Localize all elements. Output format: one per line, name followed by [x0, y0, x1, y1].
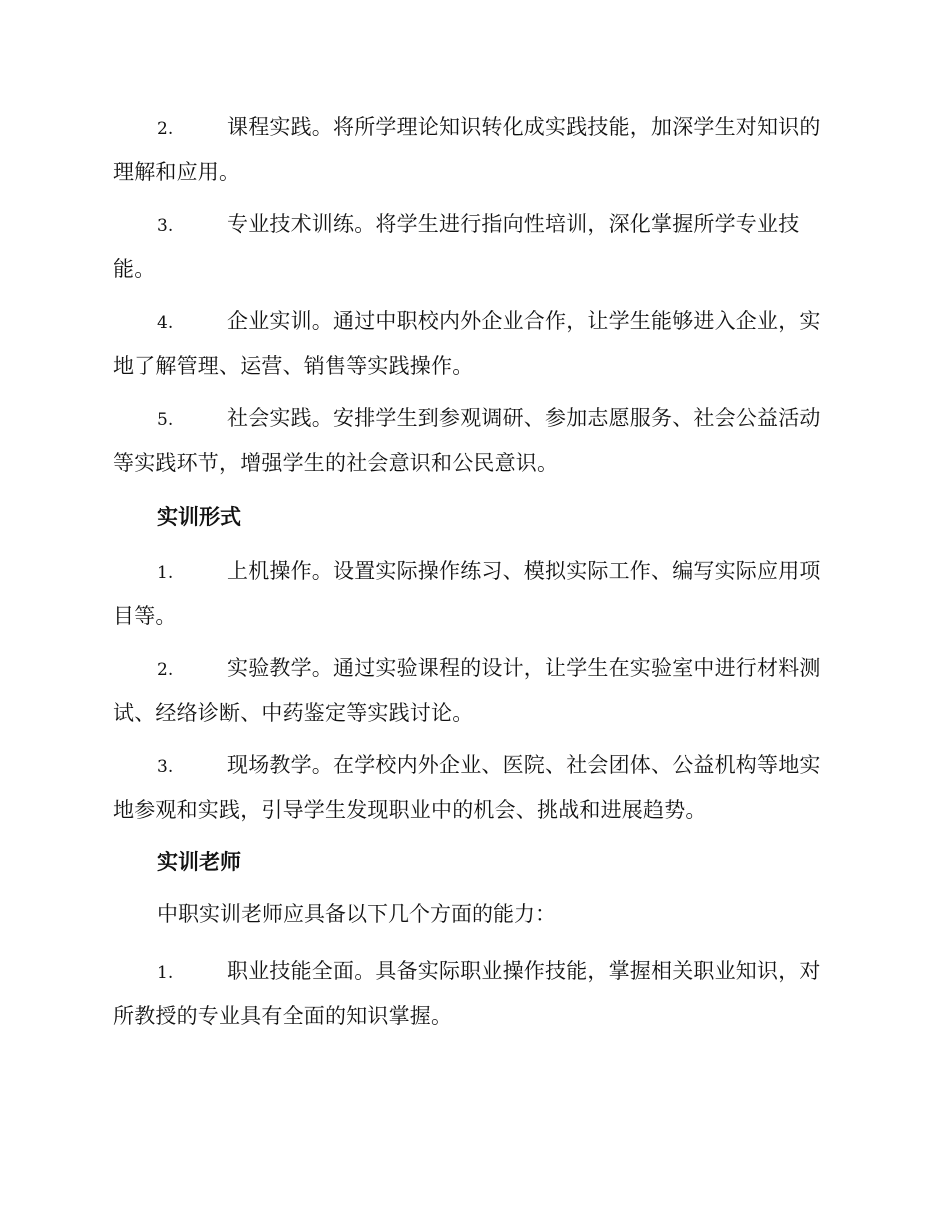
list-text: 现场教学。在学校内外企业、医院、社会团体、公益机构等地实	[227, 753, 821, 777]
list-number: 5.	[157, 410, 174, 430]
list-text-continuation: 等实践环节，增强学生的社会意识和公民意识。	[113, 451, 559, 475]
list-number: 1.	[157, 563, 174, 583]
list-item	[113, 744, 835, 832]
list-item	[113, 550, 835, 638]
list-text-continuation: 地参观和实践，引导学生发现职业中的机会、挑战和进展趋势。	[113, 798, 707, 822]
list-text-continuation: 所教授的专业具有全面的知识掌握。	[113, 1004, 453, 1028]
list-item	[113, 300, 835, 388]
list-number: 3.	[157, 757, 174, 777]
section-heading-form: 实训形式	[157, 504, 241, 529]
list-text-continuation: 能。	[113, 257, 156, 281]
list-text-continuation: 理解和应用。	[113, 160, 241, 184]
teacher-intro-paragraph: 中职实训老师应具备以下几个方面的能力：	[157, 902, 556, 926]
list-number: 2.	[157, 660, 174, 680]
list-text: 专业技术训练。将学生进行指向性培训，深化掌握所学专业技	[227, 212, 800, 236]
list-text-continuation: 试、经络诊断、中药鉴定等实践讨论。	[113, 701, 474, 725]
section-heading-teacher: 实训老师	[157, 849, 241, 874]
list-number: 3.	[157, 216, 174, 236]
list-item	[113, 106, 835, 194]
list-text: 课程实践。将所学理论知识转化成实践技能，加深学生对知识的	[227, 115, 821, 139]
list-text: 社会实践。安排学生到参观调研、参加志愿服务、社会公益活动	[227, 406, 821, 430]
list-text-continuation: 目等。	[113, 604, 177, 628]
list-item	[113, 203, 835, 291]
list-item	[113, 647, 835, 735]
list-text: 实验教学。通过实验课程的设计，让学生在实验室中进行材料测	[227, 656, 821, 680]
list-text: 职业技能全面。具备实际职业操作技能，掌握相关职业知识，对	[227, 959, 821, 983]
list-item	[113, 397, 835, 485]
list-text-continuation: 地了解管理、运营、销售等实践操作。	[113, 354, 474, 378]
list-text: 上机操作。设置实际操作练习、模拟实际工作、编写实际应用项	[227, 559, 821, 583]
list-text: 企业实训。通过中职校内外企业合作，让学生能够进入企业，实	[227, 309, 821, 333]
list-number: 2.	[157, 119, 174, 139]
list-item	[113, 950, 835, 1038]
list-number: 4.	[157, 313, 174, 333]
list-number: 1.	[157, 963, 174, 983]
